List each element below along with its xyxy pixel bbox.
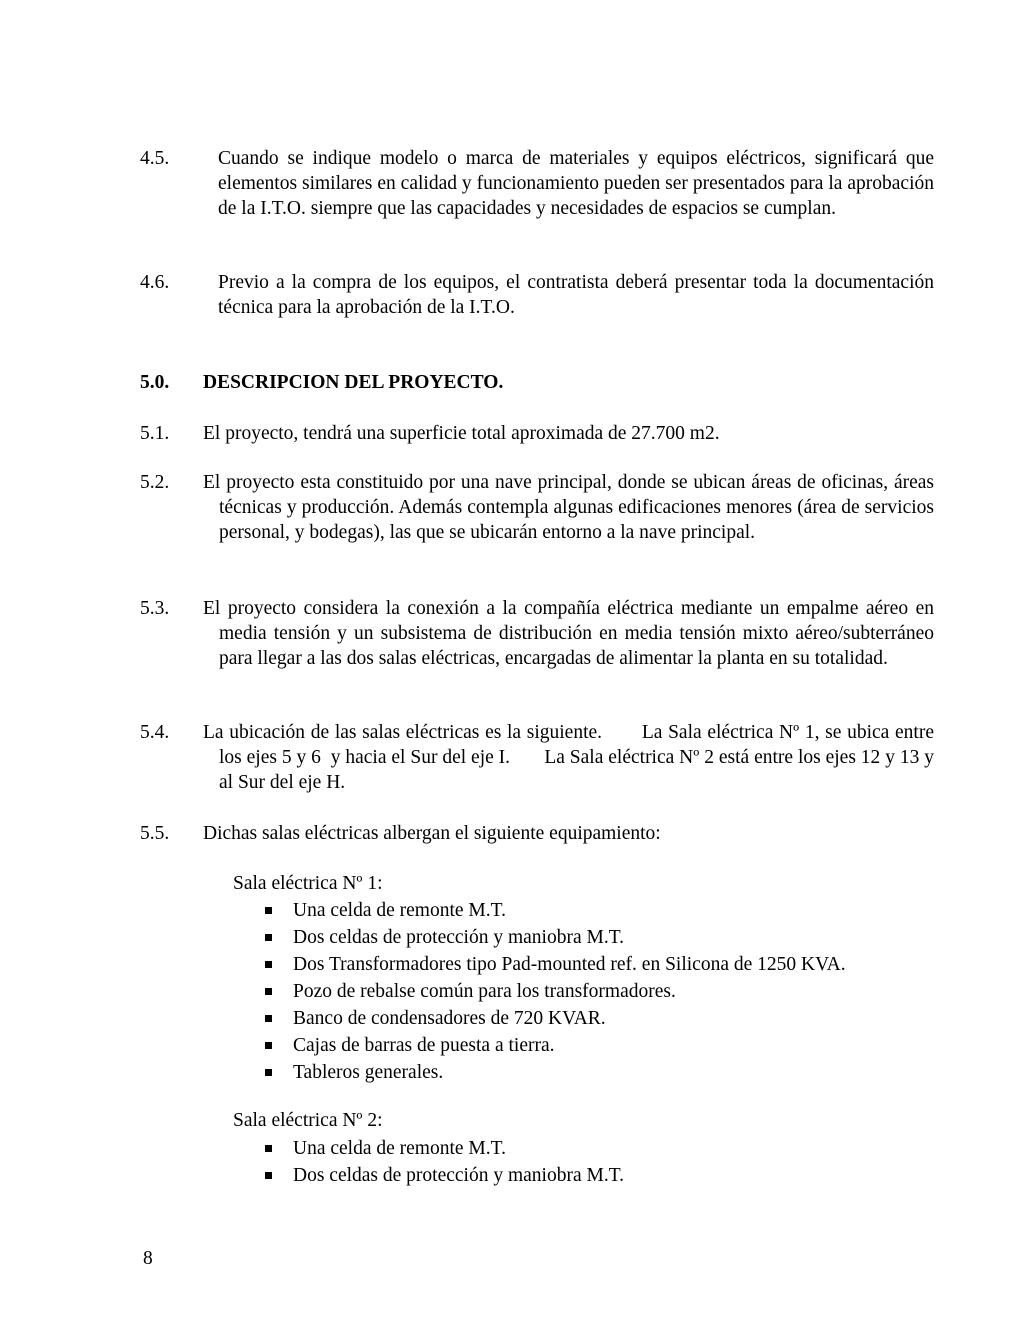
paragraph-5-5: Dichas salas eléctricas albergan el siguiente equipamiento: <box>203 823 661 844</box>
paragraph-5-1: El proyecto, tendrá una superficie total aproximada de 27.700 m2. <box>203 423 720 444</box>
item-number-5-1: 5.1. <box>140 423 170 444</box>
paragraph-5-3: El proyecto considera la conexión a la compañía eléctrica mediante un empalme aéreo en media tensión y un subsistema de distribución en media tensión mixto aéreo/subterráneo para llegar a las dos salas eléctricas, encargadas de alimentar la planta en su totalidad. <box>203 598 934 669</box>
item-number-5-5: 5.5. <box>140 823 170 844</box>
list-item: Dos celdas de protección y maniobra M.T. <box>263 1162 624 1189</box>
item-number-5-2: 5.2. <box>140 472 170 493</box>
page-number: 8 <box>143 1248 153 1269</box>
list-item: Una celda de remonte M.T. <box>263 1135 624 1162</box>
paragraph-4-6: Previo a la compra de los equipos, el contratista deberá presentar toda la documentación técnica para la aprobación de la I.T.O. <box>218 272 934 318</box>
sala-2-title: Sala eléctrica Nº 2: <box>233 1110 383 1131</box>
item-number-5-4: 5.4. <box>140 722 170 743</box>
item-number-4-6: 4.6. <box>140 272 170 293</box>
section-heading: DESCRIPCION DEL PROYECTO. <box>203 372 504 393</box>
paragraph-5-2: El proyecto esta constituido por una nave principal, donde se ubican áreas de oficinas, áreas técnicas y producción. Además contempla algunas edificaciones menores (área de servicios personal, y bodegas), las que se ubicarán entorno a la nave principal. <box>203 472 934 543</box>
sala-2-list <box>263 1135 624 1189</box>
list-item: Cajas de barras de puesta a tierra. <box>263 1032 846 1059</box>
section-number-5-0: 5.0. <box>140 372 170 393</box>
sala-1-title: Sala eléctrica Nº 1: <box>233 873 383 894</box>
list-item: Tableros generales. <box>263 1059 846 1086</box>
list-item: Banco de condensadores de 720 KVAR. <box>263 1005 846 1032</box>
list-item: Una celda de remonte M.T. <box>263 897 846 924</box>
list-item: Pozo de rebalse común para los transformadores. <box>263 978 846 1005</box>
paragraph-4-5: Cuando se indique modelo o marca de materiales y equipos eléctricos, significará que elementos similares en calidad y funcionamiento pueden ser presentados para la aprobación de la I.T.O. siempre que las capacidades y necesidades de espacios se cumplan. <box>218 148 934 219</box>
list-item: Dos celdas de protección y maniobra M.T. <box>263 924 846 951</box>
sala-1-list <box>263 897 846 1086</box>
item-number-4-5: 4.5. <box>140 148 170 169</box>
item-number-5-3: 5.3. <box>140 598 170 619</box>
list-item: Dos Transformadores tipo Pad-mounted ref. en Silicona de 1250 KVA. <box>263 951 846 978</box>
paragraph-5-4: La ubicación de las salas eléctricas es la siguiente. La Sala eléctrica Nº 1, se ubica entre los ejes 5 y 6 y hacia el Sur del eje I. La Sala eléctrica Nº 2 está entre los ejes 12 y 13 y al Sur del eje H. <box>203 722 939 793</box>
